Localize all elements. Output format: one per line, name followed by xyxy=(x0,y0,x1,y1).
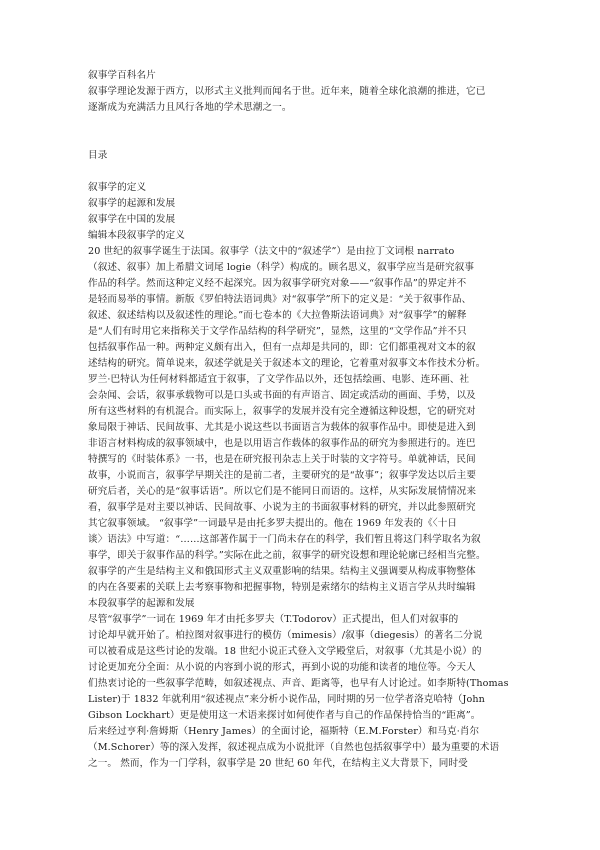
section-heading-origin: 本段叙事学的起源和发展 xyxy=(88,598,195,609)
body-line: 会杂闻、会话，叙事承载物可以是口头或书面的有声语言、固定或活动的画面、手势，以及 xyxy=(88,390,476,401)
body-line: 谈〉语法》中写道：“……这部著作属于一门尚未存在的科学，我们暂且将这门科学取名为叙 xyxy=(88,534,481,545)
body-line: 包括叙事作品一种。两种定义颇有出入，但有一点却是共同的，即：它们都重视对文本的叙 xyxy=(88,342,476,353)
body-line: 是轻而易举的事情。新版《罗伯特法语词典》对“叙事学”所下的定义是：“关于叙事作品、 xyxy=(88,294,472,305)
section-heading-definition: 编辑本段叙事学的定义 xyxy=(88,230,185,241)
section-definition xyxy=(88,244,516,612)
body-line: 讨论却早就开始了。柏拉图对叙事进行的模仿（mimesis）/叙事（diegesis）的著名二分说 xyxy=(88,630,483,641)
intro-line: 叙事学理论发源于西方，以形式主义批判而闻名于世。近年来，随着全球化浪潮的推进，它已 xyxy=(88,86,486,97)
encyclopedia-card-title: 叙事学百科名片 xyxy=(88,70,156,81)
toc-item-china[interactable]: 叙事学在中国的发展 xyxy=(88,214,176,225)
toc-item-definition[interactable]: 叙事学的定义 xyxy=(88,182,147,193)
body-line: 尽管“叙事学”一词在 1969 年才由托多罗夫（T.Todorov）正式提出，但人们对叙事的 xyxy=(88,614,459,625)
body-line: 象局限于神话、民间故事、尤其是小说这些以书面语言为载体的叙事作品中。即使是进入到 xyxy=(88,422,476,433)
body-line: 非语言材料构成的叙事领域中，也是以用语言作载体的叙事作品的研究为参照进行的。连巴 xyxy=(88,438,476,449)
body-line: 作品的科学。然而这种定义经不起深究。因为叙事学研究对象——“叙事作品”的界定并不 xyxy=(88,278,467,289)
body-line: 事学，即关于叙事作品的科学。”实际在此之前，叙事学的研究设想和理论轮廓已经相当完整。 xyxy=(88,550,486,561)
body-line: 罗兰·巴特认为任何材料都适宜于叙事，了文学作品以外，还包括绘画、电影、连环画、社 xyxy=(88,374,470,385)
body-line: （叙述、叙事）加上希腊文词尾 logie（科学）构成的。顾名思义，叙事学应当是研究叙事 xyxy=(88,262,475,273)
body-line: Gibson Lockhart）更是使用这一术语来探讨如何使作者与自己的作品保持恰当的“距离”。 xyxy=(88,710,481,721)
body-line: Lister)于 1832 年就利用“叙述视点”来分析小说作品，同时期的另一位学者洛克哈特（John xyxy=(88,694,485,705)
section-origin xyxy=(88,612,516,772)
body-line: 其它叙事领域。 “叙事学”一词最早是由托多罗夫提出的。他在 1969 年发表的《〈十日 xyxy=(88,518,458,529)
toc-item-origin[interactable]: 叙事学的起源和发展 xyxy=(88,198,176,209)
toc-block xyxy=(88,148,516,244)
body-line: 可以被看成是这些讨论的发端。18 世纪小说正式登入文学殿堂后，对叙事（尤其是小说）的 xyxy=(88,646,482,657)
body-line: 讨论更加充分全面：从小说的内容到小说的形式，再到小说的功能和读者的地位等。今天人 xyxy=(88,662,476,673)
body-line: 是“人们有时用它来指称关于文学作品结构的科学研究”，显然，这里的“文学作品”并不只 xyxy=(88,326,467,337)
body-line: 特撰写的《时装体系》一书，也是在研究报刊杂志上关于时装的文字符号。单就神话，民间 xyxy=(88,454,476,465)
body-line: 看，叙事学是对主要以神话、民间故事、小说为主的书面叙事材料的研究，并以此参照研究 xyxy=(88,502,476,513)
toc-title: 目录 xyxy=(88,150,108,161)
body-line: 述结构的研究。简单说来，叙述学就是关于叙述本文的理论，它着重对叙事文本作技术分析。 xyxy=(88,358,486,369)
body-line: 们热衷讨论的一些叙事学范畴，如叙述视点、声音、距离等，也早有人讨论过。如李斯特(Thomas xyxy=(88,678,509,689)
intro-block xyxy=(88,68,516,116)
body-line: （M.Schorer）等的深入发挥，叙述视点成为小说批评（自然也包括叙事学中）最为重要的术语 xyxy=(88,742,500,753)
body-line: 之一。 然而，作为一门学科，叙事学是 20 世纪 60 年代，在结构主义大背景下，同时受 xyxy=(88,758,468,769)
body-line: 后来经过亨利·詹姆斯（Henry James）的全面讨论，福斯特（E.M.Forster）和马克·肖尔 xyxy=(88,726,480,737)
body-line: 所有这些材料的有机混合。而实际上，叙事学的发展并没有完全遵循这种设想，它的研究对 xyxy=(88,406,476,417)
body-line: 的内在各要素的关联上去考察事物和把握事物，特别是索绪尔的结构主义语言学从共时编辑 xyxy=(88,582,476,593)
body-line: 叙事学的产生是结构主义和俄国形式主义双重影响的结果。结构主义强调要从构成事物整体 xyxy=(88,566,476,577)
body-line: 研究后者，关心的是“叙事话语”。所以它们是不能同日而语的。这样，从实际发展情情况来 xyxy=(88,486,477,497)
body-line: 20 世纪的叙事学诞生于法国。叙事学（法文中的“叙述学”）是由拉丁文词根 narrato xyxy=(88,246,455,257)
body-line: 叙述、叙述结构以及叙述性的理论。”而七卷本的《大拉鲁斯法语词典》对“叙事学”的解释 xyxy=(88,310,467,321)
intro-line: 逐渐成为充满活力且风行各地的学术思潮之一。 xyxy=(88,102,292,113)
document-page xyxy=(88,68,516,772)
body-line: 故事，小说而言，叙事学早期关注的是前二者，主要研究的是“故事”；叙事学发达以后主要 xyxy=(88,470,477,481)
